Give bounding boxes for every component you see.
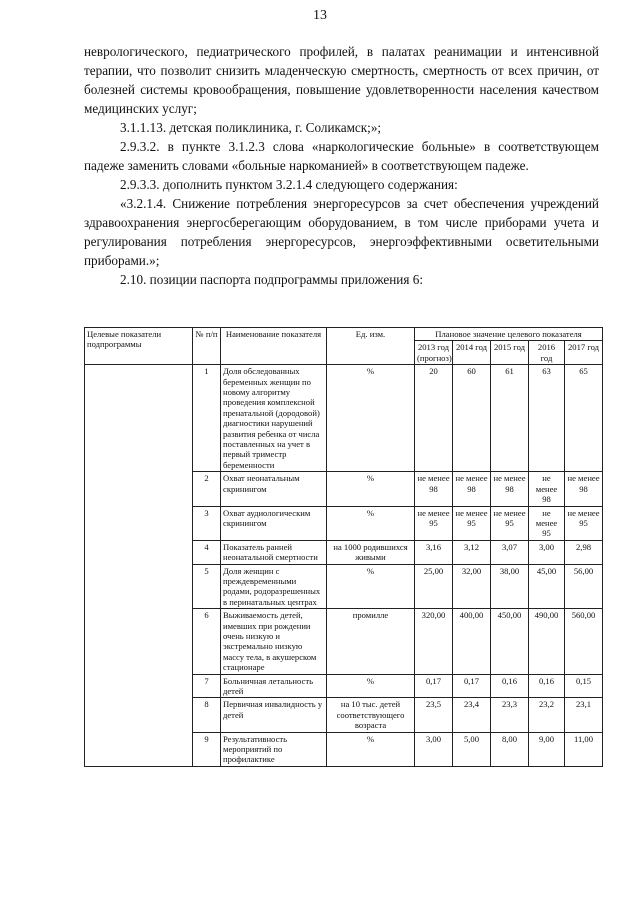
paragraph-3-2-1-4: «3.2.1.4. Снижение потребления энергоресурсов за счет обеспечения учреждений здравоохранения энергосберегающим оборудованием, в том числе приборами учета и регулирования потребления энергоресурсов, энергоэффективными осветительными приборами.»; [84, 196, 599, 268]
plan-value: 3,00 [529, 540, 565, 564]
paragraph-continuation: неврологического, педиатрического профилей, в палатах реанимации и интенсивной терапии, что позволит снизить младенческую смертность, смертность от всех причин, от болезней системы кровообращения, повышение удовлетворенности населения качеством медицинских услуг; [84, 44, 599, 116]
plan-value: 45,00 [529, 564, 565, 609]
plan-value: 38,00 [491, 564, 529, 609]
paragraph-3-1-1-13: 3.1.1.13. детская поликлиника, г. Соликамск;»; [120, 120, 382, 135]
header-goal: Целевые показатели подпрограммы [85, 328, 193, 365]
plan-value: 23,4 [453, 698, 491, 732]
row-number: 6 [193, 609, 221, 674]
indicators-table [84, 327, 603, 767]
page-number: 13 [313, 8, 327, 23]
plan-value: не менее 95 [453, 506, 491, 540]
goal-column-cell [85, 365, 193, 767]
paragraph-2-9-3-3: 2.9.3.3. дополнить пунктом 3.2.1.4 следующего содержания: [120, 177, 458, 192]
indicator-name: Первичная инвалидность у детей [221, 698, 327, 732]
plan-value: 3,00 [415, 732, 453, 766]
unit: % [327, 674, 415, 698]
indicator-name: Показатель ранней неонатальной смертности [221, 540, 327, 564]
row-number: 4 [193, 540, 221, 564]
plan-value: 32,00 [453, 564, 491, 609]
plan-value: 0,17 [453, 674, 491, 698]
plan-value: не менее 98 [529, 472, 565, 506]
row-number: 1 [193, 365, 221, 472]
plan-value: не менее 98 [415, 472, 453, 506]
plan-value: не менее 98 [453, 472, 491, 506]
indicator-name: Доля женщин с преждевременными родами, родоразрешенных в перинатальных центрах [221, 564, 327, 609]
row-number: 3 [193, 506, 221, 540]
indicator-name: Охват аудиологическим скринингом [221, 506, 327, 540]
header-name: Наименование показателя [221, 328, 327, 365]
table-header-row [85, 328, 603, 341]
plan-value: 2,98 [565, 540, 603, 564]
header-num: № п/п [193, 328, 221, 365]
plan-value: 5,00 [453, 732, 491, 766]
header-year: 2017 год [565, 341, 603, 365]
row-number: 8 [193, 698, 221, 732]
row-number: 5 [193, 564, 221, 609]
row-number: 7 [193, 674, 221, 698]
document-body [84, 42, 599, 289]
plan-value: 61 [491, 365, 529, 472]
plan-value: 3,07 [491, 540, 529, 564]
unit: промилле [327, 609, 415, 674]
plan-value: 0,16 [529, 674, 565, 698]
row-number: 9 [193, 732, 221, 766]
header-unit: Ед. изм. [327, 328, 415, 365]
header-year: 2014 год [453, 341, 491, 365]
indicator-name: Охват неонатальным скринингом [221, 472, 327, 506]
plan-value: 400,00 [453, 609, 491, 674]
header-year: 2015 год [491, 341, 529, 365]
header-year: 2013 год (прогноз) [415, 341, 453, 365]
paragraph-2-10: 2.10. позиции паспорта подпрограммы приложения 6: [120, 272, 423, 287]
plan-value: 23,1 [565, 698, 603, 732]
unit: на 10 тыс. детей соответствующего возраста [327, 698, 415, 732]
plan-value: 8,00 [491, 732, 529, 766]
plan-value: 25,00 [415, 564, 453, 609]
plan-value: не менее 95 [565, 506, 603, 540]
plan-value: 3,16 [415, 540, 453, 564]
indicator-name: Выживаемость детей, имевших при рождении очень низкую и экстремально низкую массу тела, в акушерском стационаре [221, 609, 327, 674]
unit: % [327, 472, 415, 506]
plan-value: не менее 95 [529, 506, 565, 540]
plan-value: 490,00 [529, 609, 565, 674]
plan-value: 56,00 [565, 564, 603, 609]
indicator-name: Доля обследованных беременных женщин по новому алгоритму проведения комплексной пренатальной (дородовой) диагностики нарушений развития ребенка от числа поставленных на учет в первый триместр беременности [221, 365, 327, 472]
header-year: 2016 год [529, 341, 565, 365]
row-number: 2 [193, 472, 221, 506]
unit: на 1000 родившихся живыми [327, 540, 415, 564]
indicator-name: Результативность мероприятий по профилактике [221, 732, 327, 766]
unit: % [327, 506, 415, 540]
plan-value: 0,15 [565, 674, 603, 698]
plan-value: 0,17 [415, 674, 453, 698]
table-row [85, 365, 603, 472]
plan-value: 23,5 [415, 698, 453, 732]
paragraph-2-9-3-2: 2.9.3.2. в пункте 3.1.2.3 слова «наркологические больные» в соответствующем падеже заменить словами «больные наркоманией» в соответствующем падеже. [84, 139, 599, 173]
plan-value: 320,00 [415, 609, 453, 674]
indicator-name: Больничная летальность детей [221, 674, 327, 698]
plan-value: 3,12 [453, 540, 491, 564]
plan-value: 9,00 [529, 732, 565, 766]
plan-value: не менее 98 [491, 472, 529, 506]
unit: % [327, 365, 415, 472]
plan-value: 20 [415, 365, 453, 472]
plan-value: 63 [529, 365, 565, 472]
plan-value: не менее 95 [491, 506, 529, 540]
plan-value: 23,2 [529, 698, 565, 732]
plan-value: 450,00 [491, 609, 529, 674]
header-plan: Плановое значение целевого показателя [415, 328, 603, 341]
plan-value: 60 [453, 365, 491, 472]
plan-value: 65 [565, 365, 603, 472]
plan-value: не менее 95 [415, 506, 453, 540]
plan-value: 11,00 [565, 732, 603, 766]
plan-value: 560,00 [565, 609, 603, 674]
plan-value: не менее 98 [565, 472, 603, 506]
plan-value: 23,3 [491, 698, 529, 732]
plan-value: 0,16 [491, 674, 529, 698]
unit: % [327, 732, 415, 766]
unit: % [327, 564, 415, 609]
